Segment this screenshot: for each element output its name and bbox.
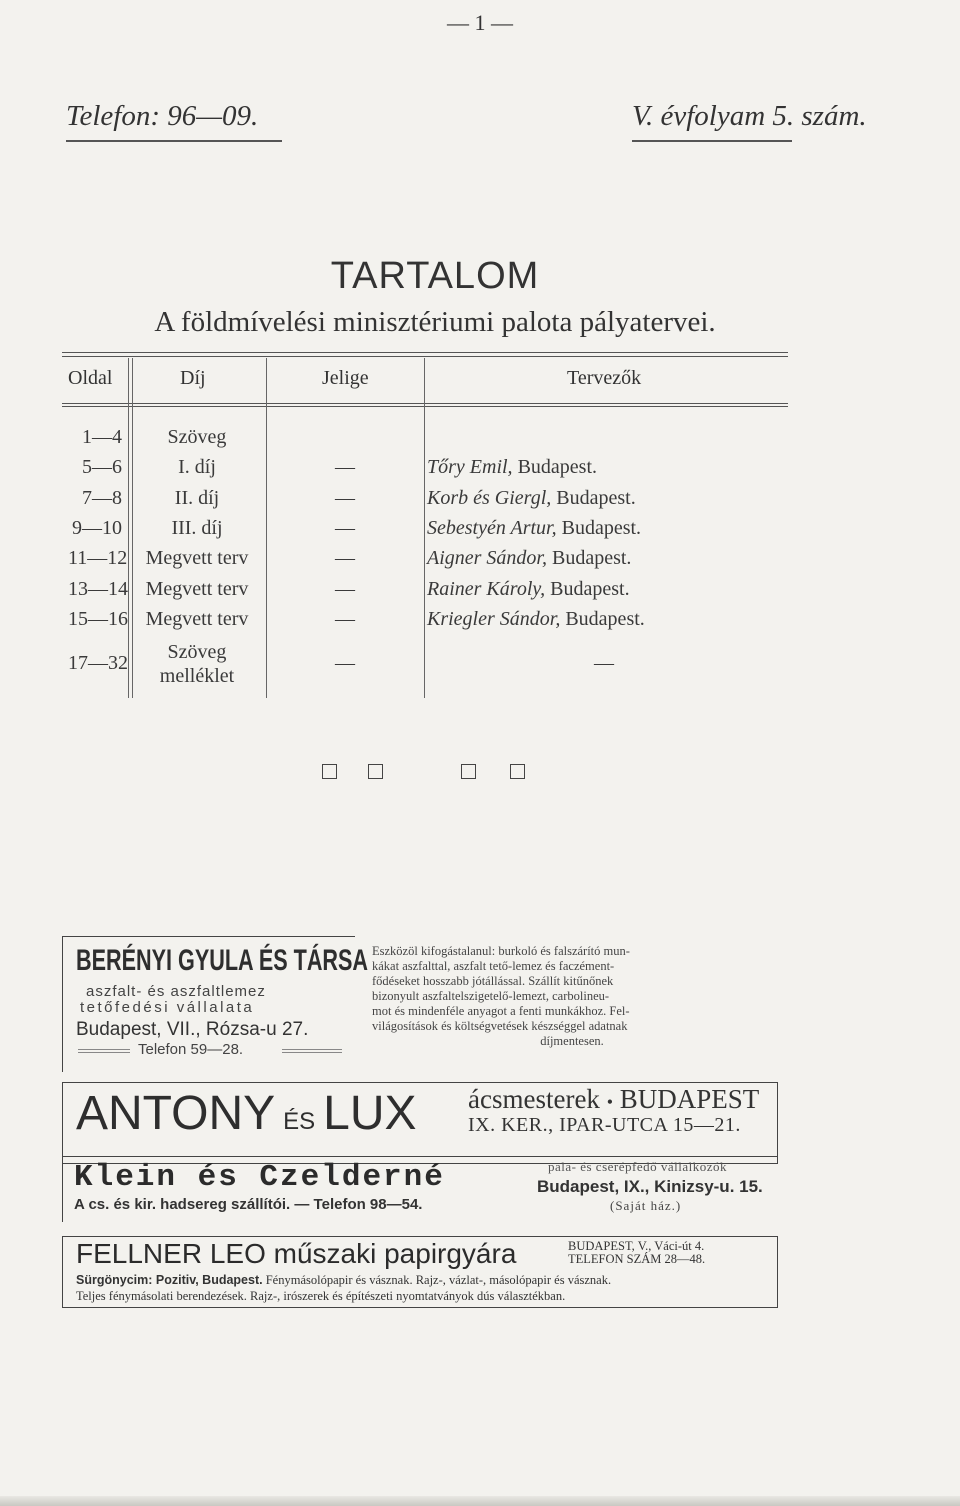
header-phone-underline xyxy=(66,140,282,142)
designer-city: Budapest. xyxy=(552,547,632,569)
ad-klein-note: (Saját ház.) xyxy=(610,1198,682,1213)
designer-city: Budapest. xyxy=(517,456,597,478)
table-cell-prize: Megvett terv xyxy=(145,547,249,569)
name-part-2: LUX xyxy=(323,1087,417,1140)
ornament-square xyxy=(461,764,476,779)
table-rule-top-2 xyxy=(62,356,788,357)
table-rule-header xyxy=(62,403,788,404)
name-part-1: ANTONY xyxy=(76,1087,276,1140)
text-line: díjmentesen. xyxy=(540,1034,604,1048)
ornament-square xyxy=(510,764,525,779)
table-cell-designer xyxy=(427,578,630,601)
text-line: mot és mindenféle anyagot a fenti munkákhoz. Fel- xyxy=(372,1004,630,1018)
designer-city: Budapest. xyxy=(565,608,645,630)
table-cell-prize xyxy=(132,640,262,688)
col-header-motto: Jelige xyxy=(322,367,369,389)
ad-berenyi-phone: Telefon 59—28. xyxy=(138,1041,244,1058)
ad-fellner-telegram: Sürgönycim: Pozitiv, Budapest. xyxy=(76,1273,263,1287)
prize-line-2: melléklet xyxy=(159,665,235,687)
text-line: fődéseket hosszabb jótállással. Szállít kitűnőnek xyxy=(372,974,614,988)
header-phone: Telefon: 96—09. xyxy=(66,100,259,132)
ad-fellner-address-1: BUDAPEST, V., Váci-út 4. xyxy=(568,1239,705,1253)
ad-fellner-address xyxy=(568,1240,705,1266)
ad-berenyi-address: Budapest, VII., Rózsa-u 27. xyxy=(76,1019,309,1040)
rule-right xyxy=(282,1049,342,1050)
table-cell-prize: II. díj xyxy=(174,487,220,509)
table-cell-designer: — xyxy=(594,652,614,674)
designer-name: Tőry Emil, xyxy=(427,456,513,478)
ad-antony-name xyxy=(76,1086,417,1141)
designer-name: Sebestyén Artur, xyxy=(427,517,557,539)
bullet-icon: • xyxy=(606,1092,613,1112)
text-line: kákat aszfalttal, aszfalt tető-lemez és faczément- xyxy=(372,959,615,973)
ad-antony-trade: ácsmesterek xyxy=(468,1084,600,1114)
table-cell-pages: 1—4 xyxy=(82,426,122,448)
page-bottom-edge xyxy=(0,1496,960,1506)
table-cell-motto: — xyxy=(335,652,355,674)
ad-klein-trade: pala- és cserépfedő vállalkozók xyxy=(548,1159,728,1174)
table-cell-prize: Szöveg xyxy=(167,426,227,448)
page-number: — 1 — xyxy=(447,10,513,35)
col-divider-3 xyxy=(424,358,425,698)
ad-antony-address: IX. KER., IPAR-UTCA 15—21. xyxy=(468,1114,741,1136)
ad-klein-name: Klein és Czelderné xyxy=(74,1160,445,1195)
ad-berenyi-line1: aszfalt- és aszfaltlemez xyxy=(86,983,266,1000)
table-cell-prize: I. díj xyxy=(178,456,216,478)
table-cell-pages: 15—16 xyxy=(68,608,128,630)
table-cell-designer xyxy=(427,517,641,540)
contents-subtitle: A földmívelési minisztériumi palota pályatervei. xyxy=(154,306,716,338)
col-header-prize: Díj xyxy=(180,367,206,389)
ad-fellner-line2: Teljes fénymásolati berendezések. Rajz-, irószerek és építészeti nyomtatványok dús választékban. xyxy=(76,1289,566,1303)
table-cell-pages: 7—8 xyxy=(82,487,122,509)
designer-name: Kriegler Sándor, xyxy=(427,608,561,630)
designer-city: Budapest. xyxy=(561,517,642,539)
table-cell-pages: 11—12 xyxy=(68,547,128,569)
table-cell-pages: 9—10 xyxy=(72,517,122,539)
text-line: Eszközöl kifogástalanul: burkoló és falszárító mun- xyxy=(372,944,630,958)
table-rule-top xyxy=(62,352,788,353)
rule-left-2 xyxy=(78,1052,130,1053)
ad-antony-city: BUDAPEST xyxy=(619,1084,760,1114)
table-rule-header-2 xyxy=(62,406,788,407)
table-cell-motto: — xyxy=(335,547,355,569)
table-cell-motto: — xyxy=(335,578,355,600)
rule-right-2 xyxy=(282,1052,342,1053)
table-cell-pages: 13—14 xyxy=(68,578,128,600)
header-volume-underline xyxy=(632,140,792,142)
name-connector: ÉS xyxy=(283,1108,316,1135)
prize-line-1: Szöveg xyxy=(167,641,227,663)
table-cell-pages: 17—32 xyxy=(68,652,128,674)
col-header-designers: Tervezők xyxy=(567,367,642,389)
table-cell-pages: 5—6 xyxy=(82,456,122,478)
designer-city: Budapest. xyxy=(556,487,636,509)
table-cell-prize: Megvett terv xyxy=(145,608,249,630)
col-divider-2 xyxy=(266,358,267,698)
rule-left xyxy=(78,1049,130,1050)
col-divider-1 xyxy=(128,358,129,698)
table-cell-designer xyxy=(427,456,597,479)
designer-name: Rainer Károly, xyxy=(427,578,546,600)
designer-name: Aigner Sándor, xyxy=(427,547,547,569)
ad-fellner-address-2: TELEFON SZÁM 28—48. xyxy=(568,1252,706,1266)
ad-fellner-line1 xyxy=(76,1273,611,1288)
designer-name: Korb és Giergl, xyxy=(427,487,552,509)
text-line: bizonyult aszfaltelszigetelő-lemezt, carbolineu- xyxy=(372,989,610,1003)
table-cell-prize: III. díj xyxy=(171,517,223,539)
table-cell-motto: — xyxy=(335,608,355,630)
ornament-square xyxy=(368,764,383,779)
table-cell-motto: — xyxy=(335,517,355,539)
table-cell-prize: Megvett terv xyxy=(145,578,249,600)
ad-fellner-products: Fénymásolópapir és vásznak. Rajz-, vázlat-, másolópapir és vásznak. xyxy=(262,1273,612,1287)
table-cell-designer xyxy=(427,487,636,510)
text-line: világosítások és költségvetések készséggel adatnak xyxy=(372,1019,628,1033)
ad-berenyi-name: BERÉNYI GYULA ÉS TÁRSA xyxy=(76,944,369,977)
col-header-pages: Oldal xyxy=(68,367,113,389)
ad-klein-address: Budapest, IX., Kinizsy-u. 15. xyxy=(537,1177,763,1196)
ad-klein-line: A cs. és kir. hadsereg szállítói. — Telefon 98—54. xyxy=(74,1196,423,1213)
ad-antony-trade-line xyxy=(468,1084,759,1115)
table-cell-designer xyxy=(427,608,645,631)
contents-title: TARTALOM xyxy=(330,255,540,297)
table-cell-designer xyxy=(427,547,631,570)
header-volume: V. évfolyam 5. szám. xyxy=(632,100,867,132)
table-cell-motto: — xyxy=(335,487,355,509)
table-cell-motto: — xyxy=(335,456,355,478)
ad-berenyi-line2: tetőfedési vállalata xyxy=(80,999,255,1016)
ad-berenyi-text xyxy=(372,944,772,1049)
ad-fellner-name: FELLNER LEO műszaki papirgyára xyxy=(76,1238,517,1269)
ornament-square xyxy=(322,764,337,779)
designer-city: Budapest. xyxy=(550,578,630,600)
